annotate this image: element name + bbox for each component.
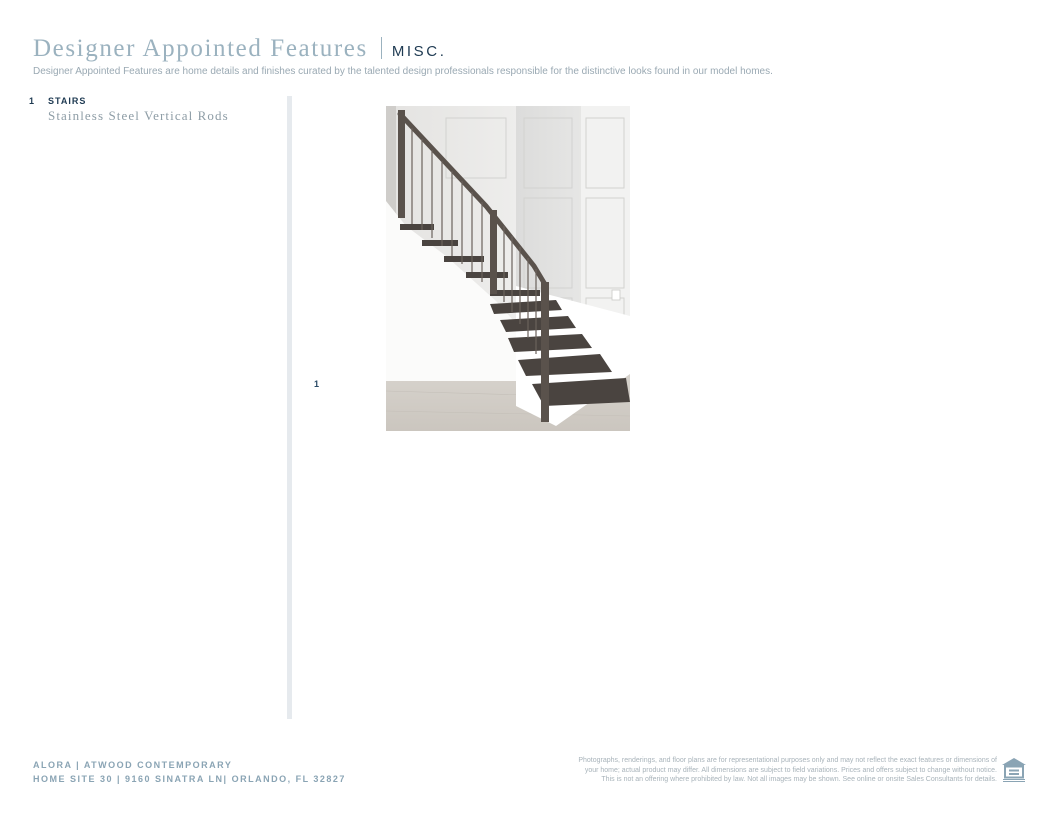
feature-category: STAIRS	[48, 96, 87, 106]
footer-address: HOME SITE 30 | 9160 SINATRA LN| ORLANDO, FL 32827	[33, 774, 346, 784]
legal-disclaimer	[517, 756, 997, 785]
disclaimer-line: This is not an offering where prohibited by law. Not all images may be shown. See online or onsite Sales Consultants for details.	[601, 776, 997, 783]
feature-description: Stainless Steel Vertical Rods	[48, 108, 229, 123]
footer-community: ALORA | ATWOOD CONTEMPORARY	[33, 760, 233, 770]
page-title	[33, 34, 446, 67]
page-description: Designer Appointed Features are home details and finishes curated by the talented design professionals responsible for the distinctive looks found in our model homes.	[33, 66, 773, 77]
image-callout-number: 1	[314, 379, 320, 389]
feature-number: 1	[29, 96, 35, 106]
equal-housing-opportunity-icon	[1001, 757, 1027, 783]
page-title-category: MISC.	[391, 43, 447, 60]
staircase-photo	[386, 106, 630, 431]
page-title-main: Designer Appointed Features	[33, 35, 368, 62]
disclaimer-line: Photographs, renderings, and floor plans are for representational purposes only and may not reflect the exact features or dimensions of	[578, 757, 997, 764]
disclaimer-line: your home; actual product may differ. All dimensions are subject to field variations. Prices and offers subject to change without notice.	[584, 766, 997, 774]
title-separator	[381, 37, 382, 59]
vertical-divider	[287, 96, 292, 719]
